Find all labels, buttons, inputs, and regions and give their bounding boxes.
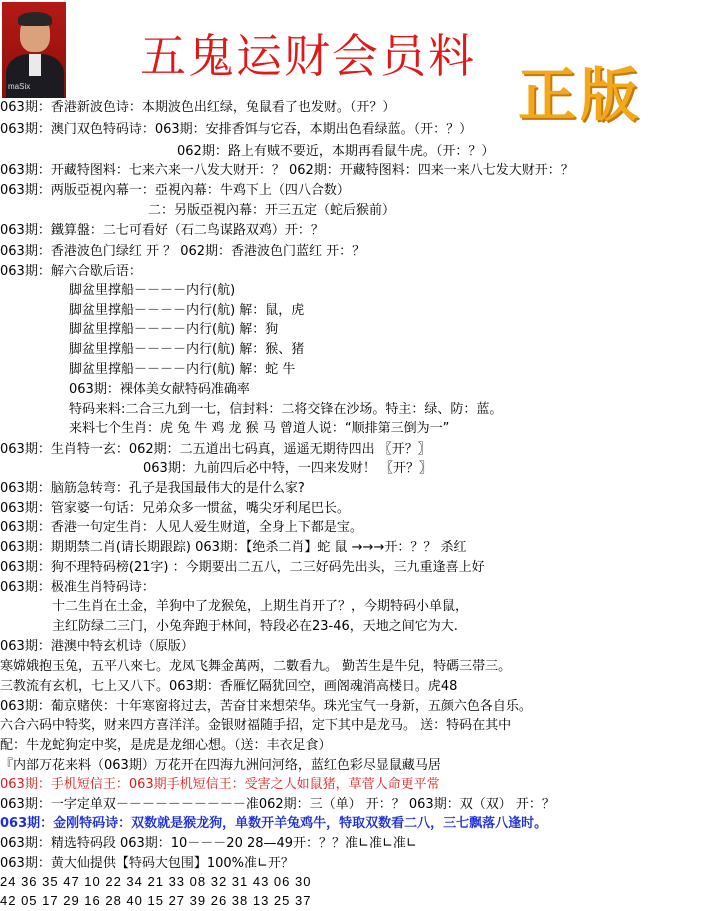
text-line: 063期：香港波色门绿红 开 ？ 062期：香港波色门蓝红 开：？ — [0, 244, 366, 259]
text-line: 脚盆里撑船－－－－内行(航) 解：猴、猪 — [69, 342, 305, 357]
text-line: 脚盆里撑船－－－－内行(航) 解：鼠，虎 — [69, 303, 305, 318]
photo-caption: maSix — [8, 82, 31, 91]
portrait-photo — [2, 2, 66, 98]
text-line: 脚盆里撑船－－－－内行(航) 解：狗 — [69, 322, 279, 337]
text-line: 063期：九前四后必中特，一四来发财！ 〖开？〗 — [143, 461, 432, 476]
text-line: 『内部万花来料（063期）万花开在四海九洲问河络，蓝红色彩尽显鼠藏马居 — [0, 758, 441, 773]
text-line: 063期：裸体美女献特码准确率 — [69, 382, 250, 397]
page-title: 五鬼运财会员料 — [140, 29, 476, 83]
text-line: 063期：鐵算盤：二七可看好（石二鸟谋路双鸡）开：？ — [0, 223, 324, 238]
text-line: 寒嫦娥抱玉兔，五平八來七。龙凤飞舞金萬两，二數看九。 勤苦生是牛兒，特碼三帯三。 — [0, 659, 512, 674]
text-line: 三教流有玄机，七上又八下。063期：香雁忆隔犹回空，画阁魂消高楼日。虎48 — [0, 679, 458, 694]
text-line: 脚盆里撑船－－－－内行(航) 解：蛇 牛 — [69, 362, 296, 377]
text-line: 063期：极准生肖特码诗： — [0, 580, 155, 595]
text-line: 特码来料:二合三九到一七，信封料：二将交锋在沙场。特主：绿、防：蓝。 — [69, 402, 503, 417]
text-line: 063期：生肖特一玄：062期：二五道出七码真，遥遥无期待四出 〖开？〗 — [0, 442, 431, 457]
text-line: 063期：一字定单双－－－－－－－－－－准062期：三（单） 开：？ 063期：双（双） 开：？ — [0, 797, 555, 812]
zhengban-stamp: 正版 — [518, 61, 643, 129]
text-line: 063期：葡京赌侠：十年寒窗将过去，苦奋甘来想荣华。珠光宝气一身新，五颜六色各自乐。 — [0, 699, 532, 714]
text-line: 063期：管家婆一句话：兄弟众多一惯盆，嘴尖牙利尾巴长。 — [0, 501, 350, 516]
text-line: 063期：开藏特图料：七来六来一八发大财开：？ 062期：开藏特图料：四来一来八七发大财开：？ — [0, 163, 574, 178]
text-line: 063期：澳门双色特码诗：063期：安排香饵与它吞，本期出色看绿蓝。（开：？） — [0, 122, 473, 137]
text-line: 063期：期期禁二肖(请长期跟踪) 063期：【绝杀二肖】蛇 鼠 →→→开：？？ 杀红 — [0, 540, 467, 555]
text-line: 063期：脑筋急转弯：孔子是我国最伟大的是什么家? — [0, 481, 305, 496]
text-line: 063期：黄大仙提供【特码大包围】100%准∟开？ — [0, 856, 294, 871]
text-line: 主红防绿二三门，小兔奔跑于林间，特段必在23-46，天地之间它为大. — [52, 619, 458, 634]
number-row: 24 36 35 47 10 22 34 21 33 08 32 31 43 06 30 — [0, 874, 312, 889]
text-line: 063期：手机短信王：063期手机短信王：受害之人如鼠猪，草菅人命更平常 — [0, 777, 440, 792]
text-line: 六合六码中特奖，财来四方喜洋洋。金银财福随手招，定下其中是龙马。 送：特码在其中 — [0, 718, 512, 733]
text-line: 十二生肖在土金，羊狗中了龙猴兔，上期生肖开了？，今期特码小单鼠， — [52, 599, 469, 614]
number-row: 42 05 17 29 16 28 40 15 27 39 26 38 13 25 37 — [0, 893, 312, 908]
text-line: 来料七个生肖：虎 兔 牛 鸡 龙 猴 马 曾道人说：“顺排第三倒为一” — [69, 421, 450, 436]
text-line: 063期：精选特码段 063期：10－－－20 28—49开：？？准∟准∟准∟ — [0, 836, 417, 851]
text-line: 063期：港澳中特玄机诗（原版） — [0, 639, 194, 654]
text-line: 脚盆里撑船－－－－内行(航) — [69, 283, 236, 298]
text-line: 063期：香港新波色诗：本期波色出红绿，兔鼠看了也发财。（开？） — [0, 100, 396, 115]
text-line: 063期：两版亞視內幕一：亞視內幕：牛鸡下上（四八合数） — [0, 183, 350, 198]
text-line: 063期：狗不理特码榜(21字) ：今期要出二五八，二三好码先出头，三九重逢喜上好 — [0, 560, 485, 575]
text-line: 二：另版亞視內幕：开三五定（蛇后猴前） — [148, 203, 396, 218]
text-line: 配：牛龙蛇狗定中奖，是虎是龙细心想。（送：丰衣足食） — [0, 738, 332, 753]
text-line: 063期：香港一句定生肖：人见人爱生财道，全身上下都是宝。 — [0, 520, 363, 535]
text-line: 063期：解六合歇后语： — [0, 264, 142, 279]
text-line: 063期：金刚特码诗：双数就是猴龙狗，单数开羊兔鸡牛，特取双数看二八，三七飘落八逢时。 — [0, 816, 548, 831]
text-line: 062期：路上有贼不要近，本期再看鼠牛虎。（开：？） — [177, 144, 495, 159]
